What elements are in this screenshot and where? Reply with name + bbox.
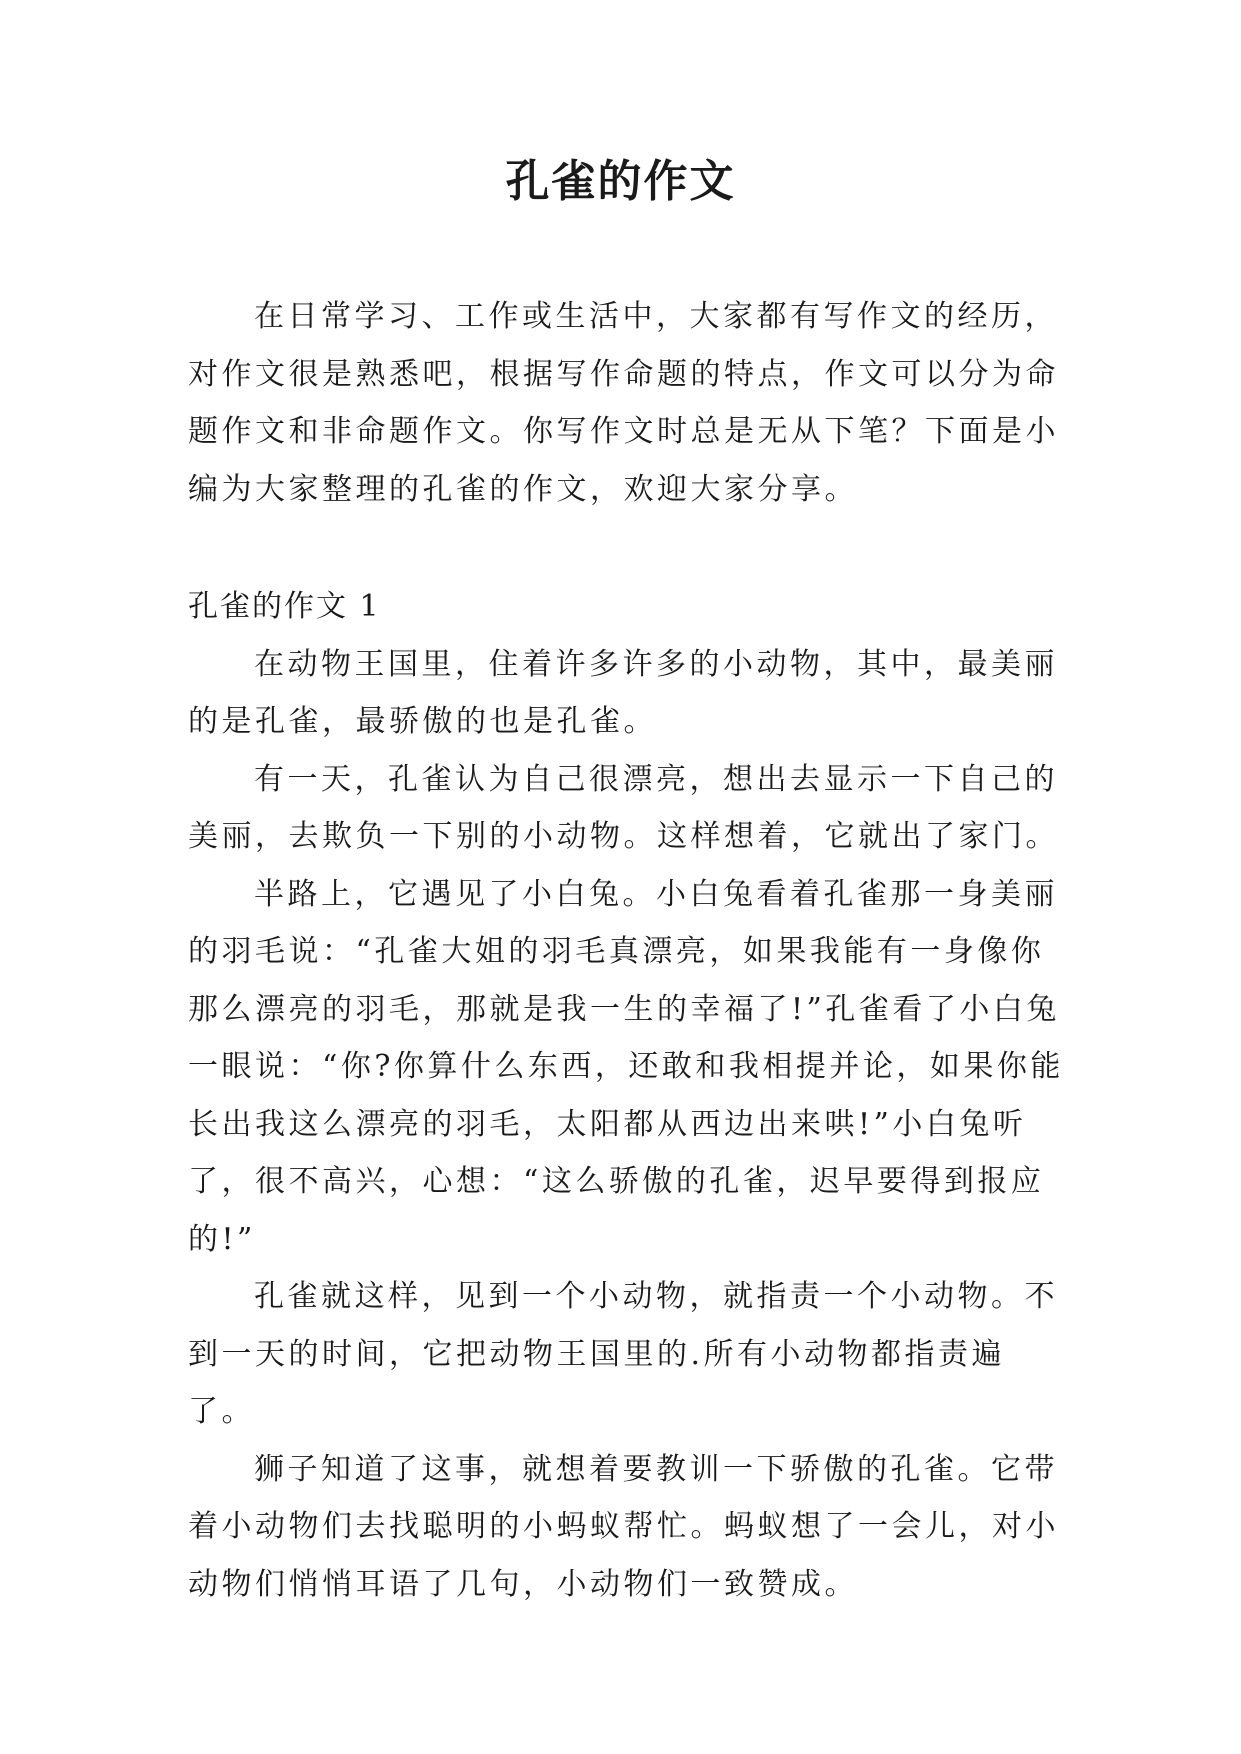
intro-paragraph: 在日常学习、工作或生活中，大家都有写作文的经历，对作文很是熟悉吧，根据写作命题的特点，作文可以分为命题作文和非命题作文。你写作文时总是无从下笔？下面是小编为大家整理的孔雀的作文，欢迎大家分享。 bbox=[188, 299, 1059, 507]
document-body bbox=[188, 288, 1066, 1613]
body-paragraph-5: 狮子知道了这事，就想着要教训一下骄傲的孔雀。它带着小动物们去找聪明的小蚂蚁帮忙。蚂蚁想了一会儿，对小动物们悄悄耳语了几句，小动物们一致赞成。 bbox=[188, 1451, 1059, 1602]
document-title: 孔雀的作文 bbox=[505, 156, 736, 207]
body-paragraph-4: 孔雀就这样，见到一个小动物，就指责一个小动物。不到一天的时间，它把动物王国里的.所有小动物都指责遍了。 bbox=[188, 1279, 1058, 1429]
body-paragraph-2: 有一天，孔雀认为自己很漂亮，想出去显示一下自己的美丽，去欺负一下别的小动物。这样想着，它就出了家门。 bbox=[188, 761, 1059, 854]
body-paragraph-3: 半路上，它遇见了小白兔。小白兔看着孔雀那一身美丽的羽毛说：“孔雀大姐的羽毛真漂亮，如果我能有一身像你那么漂亮的羽毛，那就是我一生的幸福了!”孔雀看了小白兔一眼说：“你?你算什么东西，还敢和我相提并论，如果你能长出我这么漂亮的羽毛，太阳都从西边出来哄!”小白兔听了，很不高兴，心想：“这么骄傲的孔雀，迟早要得到报应的!” bbox=[188, 876, 1064, 1257]
body-paragraph-1: 在动物王国里，住着许多许多的小动物，其中，最美丽的是孔雀，最骄傲的也是孔雀。 bbox=[188, 646, 1058, 739]
section-heading: 孔雀的作文 1 bbox=[188, 589, 381, 624]
